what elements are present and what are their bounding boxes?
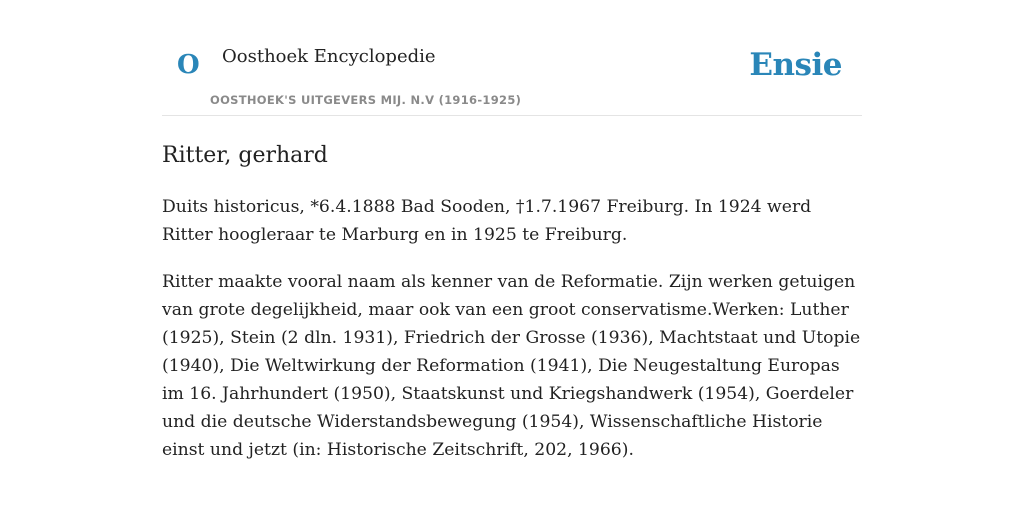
site-header	[162, 0, 862, 116]
ensie-brand-link[interactable]: Ensie	[749, 47, 842, 83]
entry-paragraph: Duits historicus, *6.4.1888 Bad Sooden, †1.7.1967 Freiburg. In 1924 werd Ritter hoogleraar te Marburg en in 1925 te Freiburg.	[162, 197, 812, 245]
source-title-link[interactable]: Oosthoek Encyclopedie	[222, 46, 436, 67]
source-subtitle: OOSTHOEK'S UITGEVERS MIJ. N.V (1916-1925)	[210, 93, 522, 107]
content-container	[162, 0, 862, 464]
source-logo[interactable]: O	[177, 50, 200, 80]
entry-title: Ritter, gerhard	[162, 143, 328, 168]
entry-body	[162, 193, 862, 464]
entry-paragraph: Ritter maakte vooral naam als kenner van de Reformatie. Zijn werken getuigen van grote degelijkheid, maar ook van een groot conservatisme.Werken: Luther (1925), Stein (2 dln. 1931), Friedrich der Grosse (1936), Machtstaat und Utopie (1940), Die Weltwirkung der Reformation (1941), Die Neugestaltung Europas im 16. Jahrhundert (1950), Staatskunst und Kriegshandwerk (1954), Goerdeler und die deutsche Widerstandsbewegung (1954), Wissenschaftliche Historie einst und jetzt (in: Historische Zeitschrift, 202, 1966).	[162, 272, 861, 460]
